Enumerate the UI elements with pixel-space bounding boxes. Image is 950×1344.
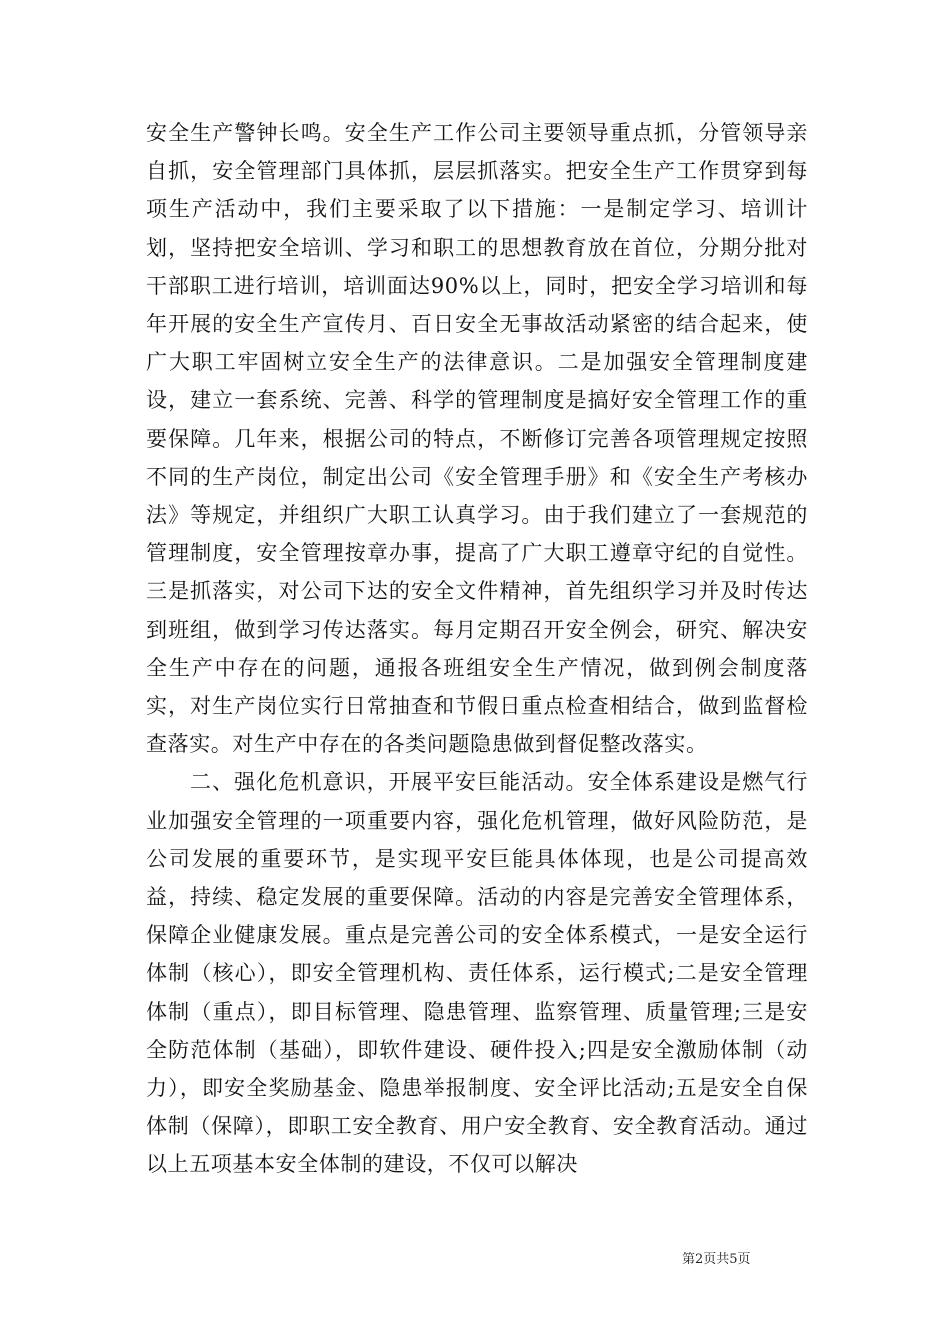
document-body: [146, 114, 808, 1184]
page-number-footer: 第2页共5页: [682, 1252, 751, 1267]
paragraph-crisis-awareness: 二、强化危机意识，开展平安巨能活动。安全体系建设是燃气行业加强安全管理的一项重要内容，强化危机管理，做好风险防范，是公司发展的重要环节，是实现平安巨能具体体现，也是公司提高效益，持续、稳定发展的重要保障。活动的内容是完善安全管理体系，保障企业健康发展。重点是完善公司的安全体系模式，一是安全运行体制（核心），即安全管理机构、责任体系，运行模式;二是安全管理体制（重点），即目标管理、隐患管理、监察管理、质量管理;三是安全防范体制（基础），即软件建设、硬件投入;四是安全激励体制（动力），即安全奖励基金、隐患举报制度、安全评比活动;五是安全自保体制（保障），即职工安全教育、用户安全教育、安全教育活动。通过以上五项基本安全体制的建设，不仅可以解决: [146, 770, 808, 1177]
paragraph-safety-measures: 安全生产警钟长鸣。安全生产工作公司主要领导重点抓，分管领导亲自抓，安全管理部门具体抓，层层抓落实。把安全生产工作贯穿到每项生产活动中，我们主要采取了以下措施：一是制定学习、培训计划，坚持把安全培训、学习和职工的思想教育放在首位，分期分批对干部职工进行培训，培训面达90%以上，同时，把安全学习培训和每年开展的安全生产宣传月、百日安全无事故活动紧密的结合起来，使广大职工牢固树立安全生产的法律意识。二是加强安全管理制度建设，建立一套系统、完善、科学的管理制度是搞好安全管理工作的重要保障。几年来，根据公司的特点，不断修订完善各项管理规定按照不同的生产岗位，制定出公司《安全管理手册》和《安全生产考核办法》等规定，并组织广大职工认真学习。由于我们建立了一套规范的管理制度，安全管理按章办事，提高了广大职工遵章守纪的自觉性。三是抓落实，对公司下达的安全文件精神，首先组织学习并及时传达到班组，做到学习传达落实。每月定期召开安全例会，研究、解决安全生产中存在的问题，通报各班组安全生产情况，做到例会制度落实，对生产岗位实行日常抽查和节假日重点检查相结合，做到监督检查落实。对生产中存在的各类问题隐患做到督促整改落实。: [146, 121, 808, 757]
